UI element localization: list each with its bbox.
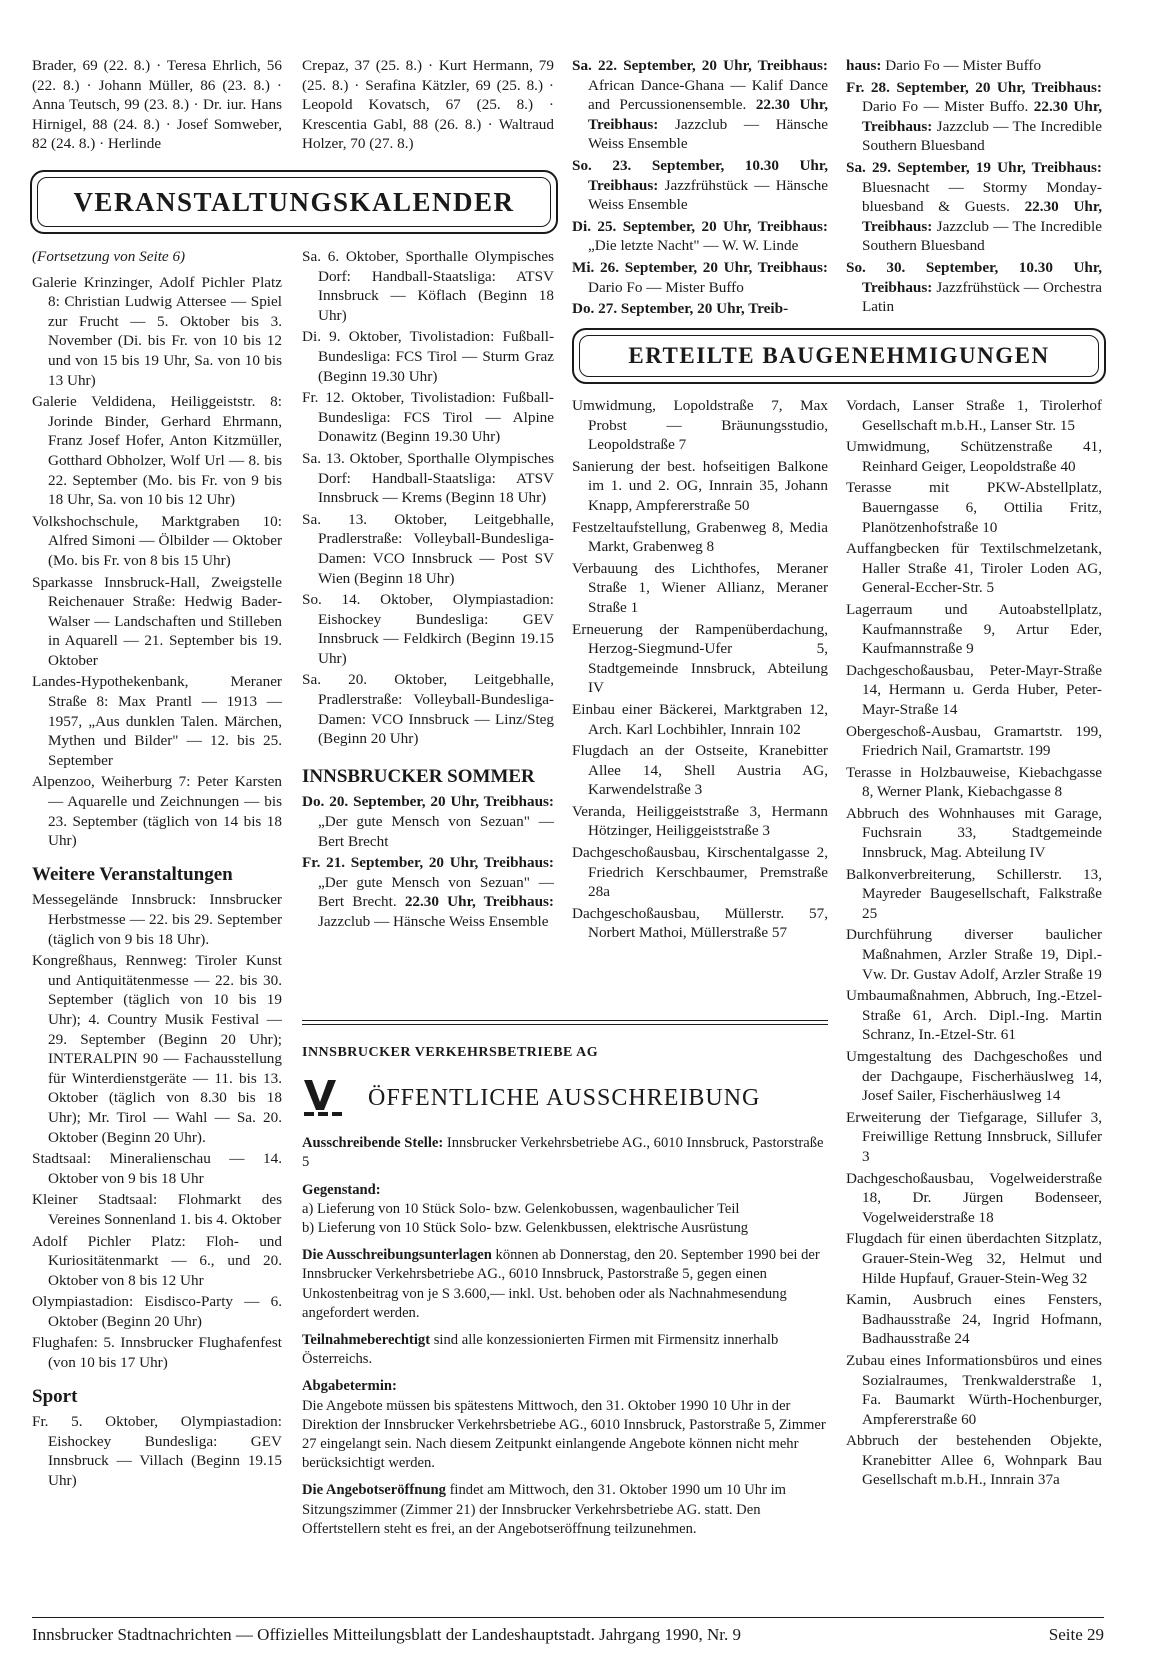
exhibition-entry: Galerie Krinzinger, Adolf Pichler Platz 8: Christian Ludwig Attersee — Spiel zur Frucht — 5. Oktober bis 3. November (Di. bis Fr. von 10 bis 12 und von 15 bis 19 Uhr, Sa. von 10 bis 13 Uhr) xyxy=(32,273,282,389)
gallery-list xyxy=(32,273,282,851)
permit-entry: Balkonverbreiterung, Schillerstr. 13, Mayreder Baugesellschaft, Falkstraße 25 xyxy=(846,865,1102,922)
calendar-heading-box xyxy=(30,170,558,234)
ad-gegenstand-b: b) Lieferung von 10 Stück Solo- bzw. Gelenkbussen, elektrische Ausrüstung xyxy=(302,1220,749,1237)
event-entry: Flughafen: 5. Innsbrucker Flughafenfest (von 10 bis 17 Uhr) xyxy=(32,1334,282,1372)
ad-unterlagen xyxy=(302,1246,826,1323)
ad-abgabe xyxy=(302,1377,826,1473)
birthday-list-b: Crepaz, 37 (25. 8.) · Kurt Hermann, 79 (25. 8.) · Serafina Kätzler, 69 (25. 8.) · Leopold Kovatsch, 67 (25. 8.) · Krescentia Gabl, 88 (26. 8.) · Waltraud Holzer, 70 (27. 8.) xyxy=(302,57,554,153)
event-date: Fr. 21. September, 20 Uhr, Treibhaus: xyxy=(302,854,554,872)
birthday-list-a: Brader, 69 (22. 8.) · Teresa Ehrlich, 56 (22. 8.) · Johann Müller, 86 (23. 8.) · Anna Teutsch, 99 (23. 8.) · Dr. iur. Hans Hirnigel, 88 (24. 8.) · Josef Somweber, 82 (24. 8.) · Herlinde xyxy=(32,57,282,153)
sommer-entry xyxy=(846,158,1102,256)
permit-entry: Kamin, Ausbruch eines Fensters, Badhausstraße 24, Ingrid Hofmann, Badhausstraße 24 xyxy=(846,1291,1102,1348)
permits-heading: ERTEILTE BAUGENEHMIGUNGEN xyxy=(628,343,1050,368)
permit-entry: Durchführung diverser baulicher Maßnahmen, Arzler Straße 19, Dipl.-Vw. Dr. Gustav Adolf, Arzler Straße 19 xyxy=(846,926,1102,983)
event-date: Mi. 26. September, 20 Uhr, Treibhaus: xyxy=(572,258,828,276)
sport-heading: Sport xyxy=(32,1385,78,1407)
exhibition-entry: Volkshochschule, Marktgraben 10: Alfred Simoni — Ölbilder — Oktober (Mo. bis Fr. von 8 bis 15 Uhr) xyxy=(32,512,282,569)
permit-entry: Terasse mit PKW-Abstellplatz, Bauerngasse 6, Ottilia Fritz, Planötzenhofstraße 10 xyxy=(846,479,1102,536)
exhibition-entry: Landes-Hypothekenbank, Meraner Straße 8: Max Prantl — 1913 — 1957, „Aus dunklen Talen. Märchen, Mythen und Bilder" — 12. bis 25. September xyxy=(32,673,282,769)
sport-entry: Sa. 6. Oktober, Sporthalle Olympisches Dorf: Handball-Staatsliga: ATSV Innsbruck — Köflach (Beginn 18 Uhr) xyxy=(302,248,554,324)
sommer-entry xyxy=(302,853,554,931)
event-date: 22.30 Uhr, Treibhaus: xyxy=(862,198,1102,235)
event-date: Fr. 28. September, 20 Uhr, Treibhaus: xyxy=(846,78,1102,96)
permit-entry: Zubau eines Informationsbüros und eines Sozialraumes, Trenkwalderstraße 1, Fa. Baumarkt Würth-Hochenburger, Ampfererstraße 60 xyxy=(846,1351,1102,1428)
event-entry: Stadtsaal: Mineralienschau — 14. Oktober von 9 bis 18 Uhr xyxy=(32,1150,282,1187)
ad-eroeffnung-text: findet am Mittwoch, den 31. Oktober 1990 um 10 Uhr im Sitzungszimmer (Zimmer 21) der Innsbrucker Verkehrsbetriebe AG. statt. Den Offertstellern steht es frei, an der Angebotseröffnung teilzunehmen. xyxy=(302,1482,786,1537)
permit-entry: Dachgeschoßausbau, Kirschentalgasse 2, Friedrich Kerschbaumer, Premstraße 28a xyxy=(572,844,828,901)
event-text: Dario Fo — Mister Buffo. xyxy=(862,98,1029,116)
sport-entry: Fr. 12. Oktober, Tivolistadion: Fußball-Bundesliga: FCS Tirol — Alpine Donawitz (Beginn 19.30 Uhr) xyxy=(302,389,554,446)
footer-rule xyxy=(32,1617,1104,1618)
exhibition-entry: Sparkasse Innsbruck-Hall, Zweigstelle Reichenauer Straße: Hedwig Bader-Walser — Landschaften und Stilleben in Aquarell — 21. September bis 19. Oktober xyxy=(32,573,282,669)
event-text: Jazzfrühstück — Orchestra Latin xyxy=(862,278,1102,316)
ad-stelle-text: Innsbrucker Verkehrsbetriebe AG., 6010 Innsbruck, Pastorstraße 5 xyxy=(302,1135,824,1171)
ad-stelle-label: Ausschreibende Stelle: xyxy=(302,1135,444,1152)
permit-entry: Flugdach für einen überdachten Sitzplatz, Grauer-Stein-Weg 32, Helmut und Hilde Hupfauf, Grauer-Stein-Weg 32 xyxy=(846,1230,1102,1287)
sport-entry: Sa. 20. Oktober, Leitgebhalle, Pradlerstraße: Volleyball-Bundesliga-Damen: VCO Innsbruck — Linz/Steg (Beginn 20 Uhr) xyxy=(302,671,554,748)
event-entry: Olympiastadion: Eisdisco-Party — 6. Oktober (Beginn 20 Uhr) xyxy=(32,1293,282,1330)
footer-publication: Innsbrucker Stadtnachrichten — Offizielles Mitteilungsblatt der Landeshauptstadt. Jahrgang 1990, Nr. 9 xyxy=(32,1625,741,1644)
ad-abgabe-text: Die Angebote müssen bis spätestens Mittwoch, den 31. Oktober 1990 10 Uhr in der Direktion der Innsbrucker Verkehrsbetriebe AG., 6010 Innsbruck, Pastorstraße 5, Zimmer 27 eingelangt sein. Nach diesem Zeitpunkt einlangende Angebote können nicht mehr berücksichtigt werden. xyxy=(302,1397,826,1472)
sommer-entry xyxy=(572,156,828,215)
sommer-entry xyxy=(846,78,1102,156)
sport-entry: Di. 9. Oktober, Tivolistadion: Fußball-Bundesliga: FCS Tirol — Sturm Graz (Beginn 19.30 Uhr) xyxy=(302,328,554,385)
permit-entry: Erneuerung der Rampenüberdachung, Herzog-Siegmund-Ufer 5, Stadtgemeinde Innsbruck, Abteilung IV xyxy=(572,620,828,697)
sommer-entry xyxy=(846,56,1102,76)
footer-page-number: Seite 29 xyxy=(1048,1625,1104,1644)
permit-entry: Umwidmung, Lopoldstraße 7, Max Probst — Bräunungsstudio, Leopoldstraße 7 xyxy=(572,397,828,454)
permit-entry: Terasse in Holzbauweise, Kiebachgasse 8, Werner Plank, Kiebachgasse 8 xyxy=(846,763,1102,801)
event-date: 22.30 Uhr, Treibhaus: xyxy=(396,893,554,911)
event-text: Jazzfrühstück — Hänsche Weiss Ensemble xyxy=(588,176,828,214)
permits-column-2 xyxy=(846,396,1102,1492)
weitere-list xyxy=(32,890,282,1372)
ad-teilnahme xyxy=(302,1331,826,1369)
event-entry: Messegelände Innsbruck: Innsbrucker Herbstmesse — 22. bis 29. September (täglich von 9 bis 18 Uhr). xyxy=(32,891,282,948)
treibhaus-list-b xyxy=(846,56,1102,317)
sommer-entry xyxy=(302,792,554,851)
ad-eroeffnung-label: Die Angebotseröffnung xyxy=(302,1482,446,1499)
permit-entry: Abbruch des Wohnhauses mit Garage, Fuchsrain 33, Stadtgemeinde Innsbruck, Mag. Abteilung IV xyxy=(846,804,1102,862)
ad-gegenstand xyxy=(302,1181,826,1239)
event-date: Di. 25. September, 20 Uhr, Treibhaus: xyxy=(572,217,828,235)
sommer-entry xyxy=(572,258,828,297)
event-text: Dario Fo — Mister Buffo xyxy=(881,57,1042,74)
permit-entry: Verbauung des Lichthofes, Meraner Straße 1, Wiener Allianz, Meraner Straße 1 xyxy=(572,559,828,616)
permits-column-1 xyxy=(572,396,828,945)
event-date: Do. 27. September, 20 Uhr, Treib- xyxy=(572,300,789,318)
event-date: So. 30. September, 10.30 Uhr, Treibhaus: xyxy=(846,258,1102,296)
calendar-column-3 xyxy=(572,56,828,321)
permits-list-b xyxy=(846,396,1102,1490)
permit-entry: Flugdach an der Ostseite, Kranebitter Allee 14, Shell Austria AG, Karwendelstraße 3 xyxy=(572,742,828,799)
treibhaus-list-a xyxy=(572,56,828,319)
permit-entry: Lagerraum und Autoabstellplatz, Kaufmannstraße 9, Artur Eder, Kaufmannstraße 9 xyxy=(846,600,1102,658)
permit-entry: Vordach, Lanser Straße 1, Tirolerhof Gesellschaft m.b.H., Lanser Str. 15 xyxy=(846,397,1102,434)
event-date: Do. 20. September, 20 Uhr, Treibhaus: xyxy=(302,793,554,811)
event-text: Jazzclub — Hänsche Weiss Ensemble xyxy=(318,913,549,930)
ad-top-rule-2 xyxy=(302,1024,828,1025)
sommer-entry xyxy=(572,217,828,256)
sommer-entry xyxy=(846,258,1102,317)
ivb-logo-icon xyxy=(302,1076,346,1120)
ad-gegenstand-label: Gegenstand: xyxy=(302,1181,381,1198)
event-text: Jazzclub — The Incredible Southern Bluesband xyxy=(862,217,1102,255)
permits-list-a xyxy=(572,396,828,943)
event-entry: Adolf Pichler Platz: Floh- und Kuriositätenmarkt — 6., und 20. Oktober von 8 bis 12 Uhr xyxy=(32,1232,282,1289)
ad-title-row xyxy=(302,1076,826,1120)
event-text: African Dance-Ghana — Kalif Dance and Percussionensemble. xyxy=(588,76,828,114)
event-text: Jazzclub — The Incredible Southern Bluesband xyxy=(862,117,1102,155)
event-date: 22.30 Uhr, Treibhaus: xyxy=(862,98,1102,135)
sport-entry: So. 14. Oktober, Olympiastadion: Eishockey Bundesliga: GEV Innsbruck — Feldkirch (Beginn 19.15 Uhr) xyxy=(302,591,554,667)
tender-advertisement xyxy=(302,1043,826,1547)
permit-entry: Auffangbecken für Textilschmelzetank, Haller Straße 41, Tiroler Loden AG, General-Eccher-Str. 5 xyxy=(846,540,1102,597)
event-text: Jazzclub — Hänsche Weiss Ensemble xyxy=(588,115,828,153)
permit-entry: Dachgeschoßausbau, Peter-Mayr-Straße 14, Hermann u. Gerda Huber, Peter-Mayr-Straße 14 xyxy=(846,661,1102,718)
event-text: „Der gute Mensch von Sezuan" — Bert Brecht xyxy=(318,813,554,850)
event-date: haus: xyxy=(846,57,882,74)
permit-entry: Dachgeschoßausbau, Vogelweiderstraße 18, Dr. Jürgen Bodenseer, Vogelweiderstraße 18 xyxy=(846,1169,1102,1226)
calendar-column-2 xyxy=(302,247,554,934)
sommer-entry xyxy=(572,56,828,154)
ad-eroeffnung xyxy=(302,1481,826,1539)
sommer-list xyxy=(302,792,554,931)
ad-gegenstand-a: a) Lieferung von 10 Stück Solo- bzw. Gelenkobussen, wagenbaulicher Teil xyxy=(302,1200,740,1217)
page-footer xyxy=(32,1625,1104,1645)
continuation-note: (Fortsetzung von Seite 6) xyxy=(32,248,186,265)
exhibition-entry: Galerie Veldidena, Heiliggeiststr. 8: Jorinde Binder, Gerhard Ehrmann, Franz Josef Hofer, Anton Kitzmüller, Gotthard Obholzer, Wolf Url — 8. bis 22. September (Mo. bis Fr. von 9 bis 18 Uhr, Sa. von 10 bis 12 Uhr) xyxy=(32,393,282,509)
permit-entry: Obergeschoß-Ausbau, Gramartstr. 199, Friedrich Nail, Gramartstr. 199 xyxy=(846,722,1102,760)
ad-abgabe-label: Abgabetermin: xyxy=(302,1378,397,1395)
calendar-column-1 xyxy=(32,247,282,1493)
permit-entry: Veranda, Heiliggeiststraße 3, Hermann Hötzinger, Heiliggeiststraße 3 xyxy=(572,802,828,840)
event-entry: Kongreßhaus, Rennweg: Tiroler Kunst und Antiquitätenmesse — 22. bis 30. September (täglich von 10 bis 19 Uhr); 4. Country Musik Festival — 29. September (Beginn 20 Uhr); INTERALPIN 90 — Fachausstellung für Winterdienstgeräte — 11. bis 13. Oktober (täglich von 8.30 bis 18 Uhr); Mr. Tirol — Wahl — Sa. 20. Oktober (Beginn 20 Uhr). xyxy=(32,952,282,1146)
sport-entry: Sa. 13. Oktober, Sporthalle Olympisches Dorf: Handball-Staatsliga: ATSV Innsbruck — Krems (Beginn 18 Uhr) xyxy=(302,449,554,507)
sport-entry: Fr. 5. Oktober, Olympiastadion: Eishockey Bundesliga: GEV Innsbruck — Villach (Beginn 19.15 Uhr) xyxy=(32,1413,282,1490)
ad-teilnahme-text: sind alle konzessionierten Firmen mit Firmensitz innerhalb Österreichs. xyxy=(302,1332,779,1368)
event-text: „Der gute Mensch von Sezuan" — Bert Brecht. xyxy=(318,873,554,911)
permits-heading-box xyxy=(572,328,1106,384)
event-date: So. 23. September, 10.30 Uhr, Treibhaus: xyxy=(572,156,828,194)
permit-entry: Umwidmung, Schützenstraße 41, Reinhard Geiger, Leopoldstraße 40 xyxy=(846,438,1102,475)
event-text: Bluesnacht — Stormy Monday-bluesband & Guests. xyxy=(862,178,1102,216)
permit-entry: Umbaumaßnahmen, Abbruch, Ing.-Etzel-Straße 61, Arch. Dipl.-Ing. Martin Schranz, In.-Etzel-Str. 61 xyxy=(846,987,1102,1044)
ad-company: INNSBRUCKER VERKEHRSBETRIEBE AG xyxy=(302,1045,599,1060)
ad-top-rule xyxy=(302,1020,828,1021)
ad-teilnahme-label: Teilnahmeberechtigt xyxy=(302,1332,431,1349)
calendar-heading: VERANSTALTUNGSKALENDER xyxy=(73,186,515,217)
permit-entry: Umgestaltung des Dachgeschoßes und der Dachgaupe, Fischerhäuslweg 14, Josef Sailer, Fischerhäuslweg 14 xyxy=(846,1048,1102,1105)
permit-entry: Festzeltaufstellung, Grabenweg 8, Media Markt, Grabenweg 8 xyxy=(572,518,828,556)
event-entry: Kleiner Stadtsaal: Flohmarkt des Vereines Sonnenland 1. bis 4. Oktober xyxy=(32,1191,282,1228)
sport-events-list xyxy=(302,247,554,749)
event-text: Dario Fo — Mister Buffo xyxy=(588,278,744,296)
permit-entry: Sanierung der best. hofseitigen Balkone im 1. und 2. OG, Innrain 35, Johann Knapp, Ampfererstraße 50 xyxy=(572,457,828,514)
permit-entry: Erweiterung der Tiefgarage, Sillufer 3, Freiwillige Rettung Innsbruck, Sillufer 3 xyxy=(846,1108,1102,1165)
calendar-column-4 xyxy=(846,56,1102,319)
sport-entry: Sa. 13. Oktober, Leitgebhalle, Pradlerstraße: Volleyball-Bundesliga-Damen: VCO Innsbruck — Post SV Wien (Beginn 18 Uhr) xyxy=(302,510,554,587)
sport-list xyxy=(32,1412,282,1490)
ad-unterlagen-label: Die Ausschreibungsunterlagen xyxy=(302,1247,492,1264)
event-text: „Die letzte Nacht" — W. W. Linde xyxy=(588,237,799,255)
permit-entry: Dachgeschoßausbau, Müllerstr. 57, Norbert Mathoi, Müllerstraße 57 xyxy=(572,904,828,942)
event-date: 22.30 Uhr, Treibhaus: xyxy=(588,96,829,133)
ad-stelle xyxy=(302,1134,826,1172)
event-date: Sa. 22. September, 20 Uhr, Treibhaus: xyxy=(572,57,828,74)
ad-unterlagen-text: können ab Donnerstag, den 20. September 1990 bei der Innsbrucker Verkehrsbetriebe AG., 6010 Innsbruck, Pastorstraße 5, gegen einen Unkostenbeitrag von je S 3.600,— inkl. Ust. behoben oder als Nachnahmesendung angefordert werden. xyxy=(302,1247,820,1321)
sommer-heading: INNSBRUCKER SOMMER xyxy=(302,765,535,787)
weitere-heading: Weitere Veranstaltungen xyxy=(32,863,233,885)
sommer-entry xyxy=(572,299,828,319)
ad-title: ÖFFENTLICHE AUSSCHREIBUNG xyxy=(368,1084,761,1111)
permit-entry: Einbau einer Bäckerei, Marktgraben 12, Arch. Karl Lochbihler, Innrain 102 xyxy=(572,700,828,738)
exhibition-entry: Alpenzoo, Weiherburg 7: Peter Karsten — Aquarelle und Zeichnungen — bis 23. September (täglich von 14 bis 18 Uhr) xyxy=(32,773,282,850)
event-date: Sa. 29. September, 19 Uhr, Treibhaus: xyxy=(846,158,1102,176)
permit-entry: Abbruch der bestehenden Objekte, Kranebitter Allee 6, Wohnpark Bau Gesellschaft m.b.H., Innrain 37a xyxy=(846,1432,1102,1489)
